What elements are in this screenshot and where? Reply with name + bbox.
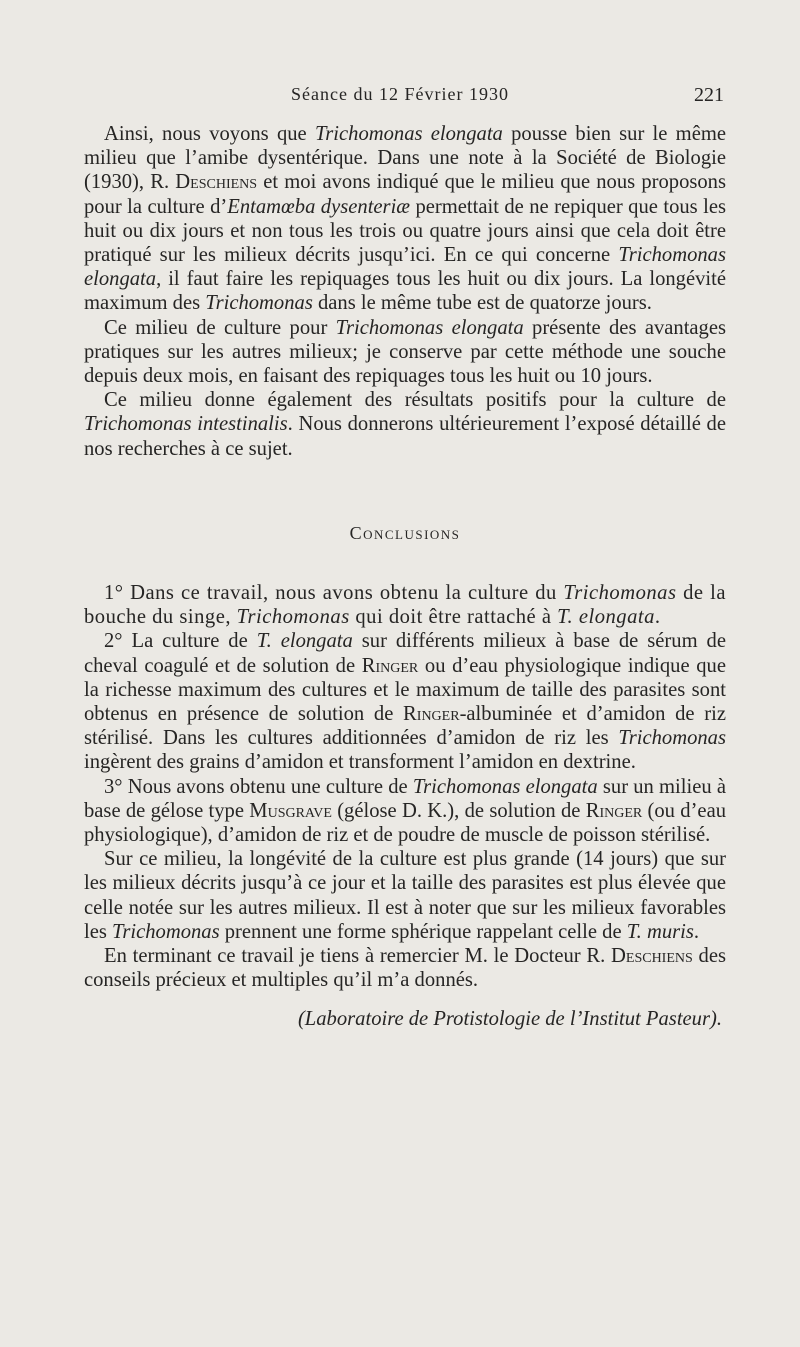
paragraph-1: Ainsi, nous voyons que Trichomonas elongata pousse bien sur le même milieu que l’amibe dysentérique. Dans une note à la Société de Biologie (1930), R. Deschiens et moi avons indiqué que le milieu que nous proposons pour la culture d’Entamœba dysenteriæ permettait de ne repiquer que tous les huit ou dix jours et non tous les trois ou quatre jours ainsi que cela doit être pratiqué sur les milieux décrits jusqu’ici. En ce qui concerne Trichomonas elongata, il faut faire les repiquages tous les huit ou dix jours. La longévité maximum des Trichomonas dans le même tube est de quatorze jours.	[84, 123, 727, 315]
running-head-title: Séance du 12 Février 1930	[291, 84, 509, 104]
conclusion-2: 2° La culture de T. elongata sur différents milieux à base de sérum de cheval coagulé et de solution de Ringer ou d’eau physiologique indique que la richesse maximum des cultures et le maximum de taille des parasites sont obtenus en présence de solution de Ringer-albuminée et d’amidon de riz stérilisé. Dans les cultures additionnées d’amidon de riz les Trichomonas ingèrent des grains d’amidon et transforment l’amidon en dextrine.	[84, 630, 726, 774]
conclusions-heading: Conclusions	[349, 522, 461, 543]
running-head	[0, 84, 800, 110]
body-text	[84, 122, 726, 1031]
conclusion-3: 3° Nous avons obtenu une culture de Trichomonas elongata sur un milieu à base de gélose type Musgrave (gélose D. K.), de solution de Ringer (ou d’eau physiologique), d’amidon de riz et de poudre de muscle de poisson stérilisé.	[84, 775, 727, 847]
conclusion-1: 1° Dans ce travail, nous avons obtenu la culture du Trichomonas de la bouche du singe, Trichomonas qui doit être rattaché à T. elongata.	[84, 582, 726, 629]
page-number: 221	[694, 84, 724, 106]
paragraph-2: Ce milieu de culture pour Trichomonas elongata présente des avantages pratiques sur les autres milieux; je conserve par cette méthode une souche depuis deux mois, en faisant des repiquages tous les huit ou 10 jours.	[84, 316, 727, 388]
conclusion-4: Sur ce milieu, la longévité de la culture est plus grande (14 jours) que sur les milieux décrits jusqu’à ce jour et la taille des parasites est plus élevée que celle notée sur les autres milieux. Il est à noter que sur les milieux favorables les Trichomonas prennent une forme sphérique rappelant celle de T. muris.	[84, 848, 726, 943]
conclusion-5: En terminant ce travail je tiens à remercier M. le Docteur R. Deschiens des conseils précieux et multiples qu’il m’a donnés.	[84, 945, 727, 992]
paragraph-3: Ce milieu donne également des résultats positifs pour la culture de Trichomonas intestinalis. Nous donnerons ultérieurement l’exposé détaillé de nos recherches à ce sujet.	[84, 389, 726, 460]
signature: (Laboratoire de Protistologie de l’Institut Pasteur).	[297, 1007, 722, 1030]
